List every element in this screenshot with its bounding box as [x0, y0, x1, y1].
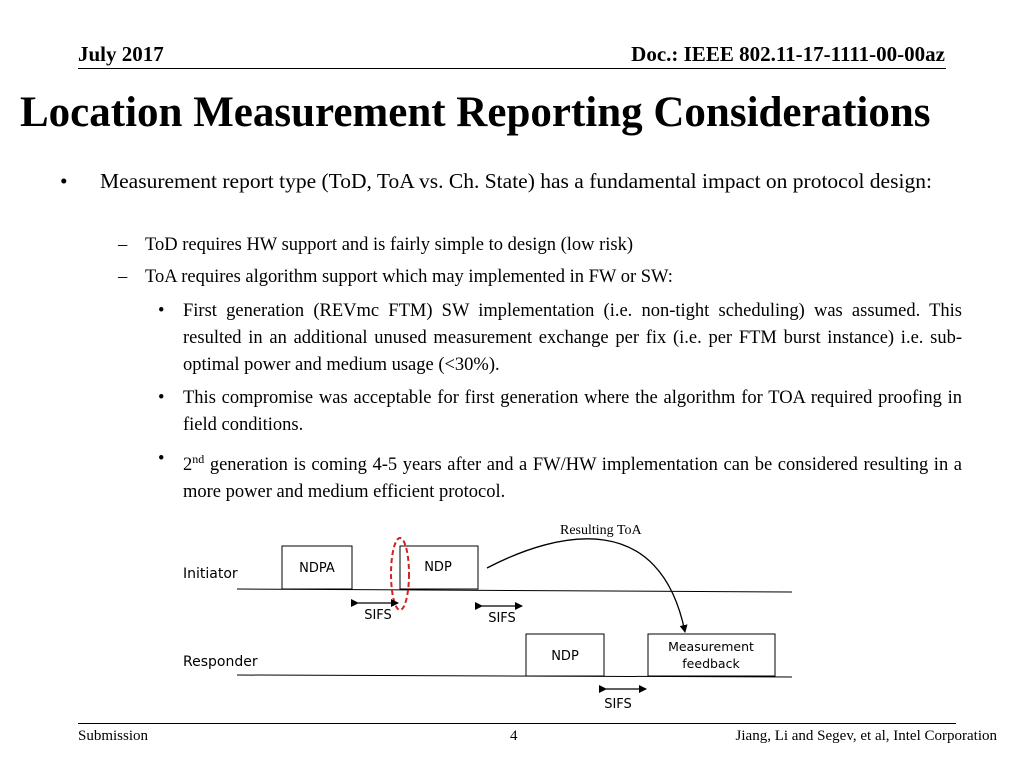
subsub-bullet-3-pre: 2 — [183, 455, 193, 476]
footer-authors: Jiang, Li and Segev, et al, Intel Corporation — [735, 728, 997, 744]
footer-page-number: 4 — [510, 728, 518, 744]
sifs-label-3: SIFS — [604, 697, 632, 712]
bullet-marker: • — [158, 388, 165, 408]
bullet-main-text: Measurement report type (ToD, ToA vs. Ch. State) has a fundamental impact on protocol design: — [100, 169, 932, 193]
initiator-label: Initiator — [183, 566, 238, 582]
subsub-bullet-3-post: generation is coming 4-5 years after and a FW/HW implementation can be considered resulting in a more power and medium efficient protocol. — [183, 455, 962, 503]
ndpa-frame-label: NDPA — [299, 561, 335, 576]
subsub-bullet-2-text: This compromise was acceptable for first generation where the algorithm for TOA required proofing in field conditions. — [183, 388, 962, 435]
footer-rule — [78, 723, 956, 724]
dash-marker: – — [118, 267, 128, 287]
header-doc-id: Doc.: IEEE 802.11-17-1111-00-00az — [631, 42, 945, 66]
sifs-label-1: SIFS — [364, 608, 392, 623]
superscript-nd: nd — [192, 452, 205, 466]
responder-label: Responder — [183, 654, 258, 670]
bullet-marker: • — [60, 169, 68, 193]
footer-submission: Submission — [78, 728, 149, 744]
measurement-feedback-label-1: Measurement — [668, 639, 754, 654]
sifs-label-2: SIFS — [488, 611, 516, 626]
header-date: July 2017 — [78, 42, 164, 66]
bullet-marker: • — [158, 301, 165, 321]
bullet-marker: • — [158, 449, 165, 469]
dash-marker: – — [118, 235, 128, 255]
subsub-bullet-1-text: First generation (REVmc FTM) SW implementation (i.e. non-tight scheduling) was assumed. This resulted in an additional unused measurement exchange per fix (i.e. per FTM burst instance) i.e. sub-optimal power and medium usage (<30%). — [183, 301, 962, 375]
resulting-toa-label: Resulting ToA — [560, 523, 642, 538]
sub-bullet-2-text: ToA requires algorithm support which may implemented in FW or SW: — [145, 267, 673, 287]
slide-title: Location Measurement Reporting Considerations — [20, 89, 931, 136]
resulting-toa-arrow — [487, 539, 685, 632]
sub-bullet-1-text: ToD requires HW support and is fairly simple to design (low risk) — [145, 235, 634, 255]
ndp-initiator-label: NDP — [424, 560, 452, 575]
measurement-feedback-label-2: feedback — [682, 656, 740, 671]
ndp-responder-label: NDP — [551, 649, 579, 664]
